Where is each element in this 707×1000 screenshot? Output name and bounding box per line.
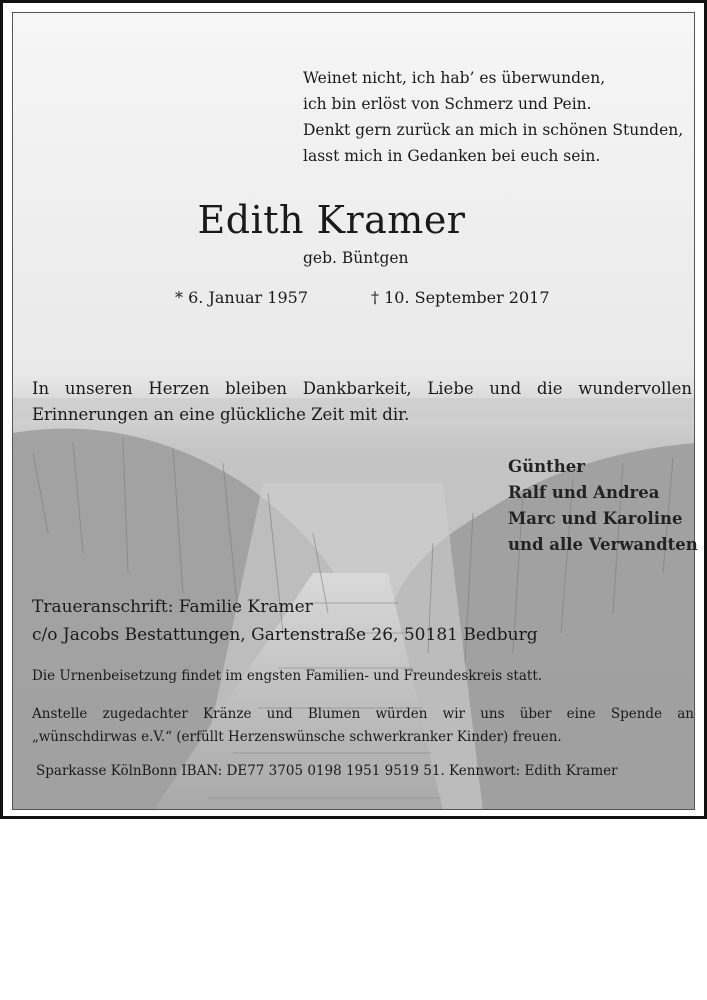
deceased-name-row	[3, 198, 707, 242]
donation-line: Anstelle zugedachter Kränze und Blumen würden wir uns über eine Spende an	[32, 706, 694, 722]
bank-details: Sparkasse KölnBonn IBAN: DE77 3705 0198 1951 9519 51. Kennwort: Edith Kramer	[36, 763, 618, 779]
family-member: Günther	[508, 457, 585, 476]
message-line: In unseren Herzen bleiben Dankbarkeit, Liebe und die wundervollen	[32, 379, 692, 398]
mourning-address	[32, 593, 538, 649]
family-member: Marc und Karoline	[508, 509, 683, 528]
memorial-poem	[303, 65, 683, 169]
death-date: † 10. September 2017	[371, 288, 550, 307]
deceased-name: Edith Kramer	[197, 198, 466, 242]
message-line: Erinnerungen an eine glückliche Zeit mit dir.	[32, 405, 410, 424]
donation-line: „wünschdirwas e.V.“ (erfüllt Herzenswünsche schwerkranker Kinder) freuen.	[32, 729, 562, 745]
address-line: Traueranschrift: Familie Kramer	[32, 597, 313, 617]
family-signatures	[508, 454, 698, 558]
donation-info	[32, 703, 694, 749]
poem-line: Denkt gern zurück an mich in schönen Stunden,	[303, 121, 684, 139]
address-line: c/o Jacobs Bestattungen, Gartenstraße 26, 50181 Bedburg	[32, 625, 538, 645]
family-member: und alle Verwandten	[508, 535, 698, 554]
birth-date: * 6. Januar 1957	[175, 288, 308, 307]
born-name: geb. Büntgen	[303, 249, 409, 267]
burial-info: Die Urnenbeisetzung findet im engsten Familien- und Freundeskreis statt.	[32, 668, 543, 684]
poem-line: ich bin erlöst von Schmerz und Pein.	[303, 95, 592, 113]
family-member: Ralf und Andrea	[508, 483, 660, 502]
poem-line: lasst mich in Gedanken bei euch sein.	[303, 147, 601, 165]
message-text	[32, 376, 692, 428]
poem-line: Weinet nicht, ich hab’ es überwunden,	[303, 69, 606, 87]
